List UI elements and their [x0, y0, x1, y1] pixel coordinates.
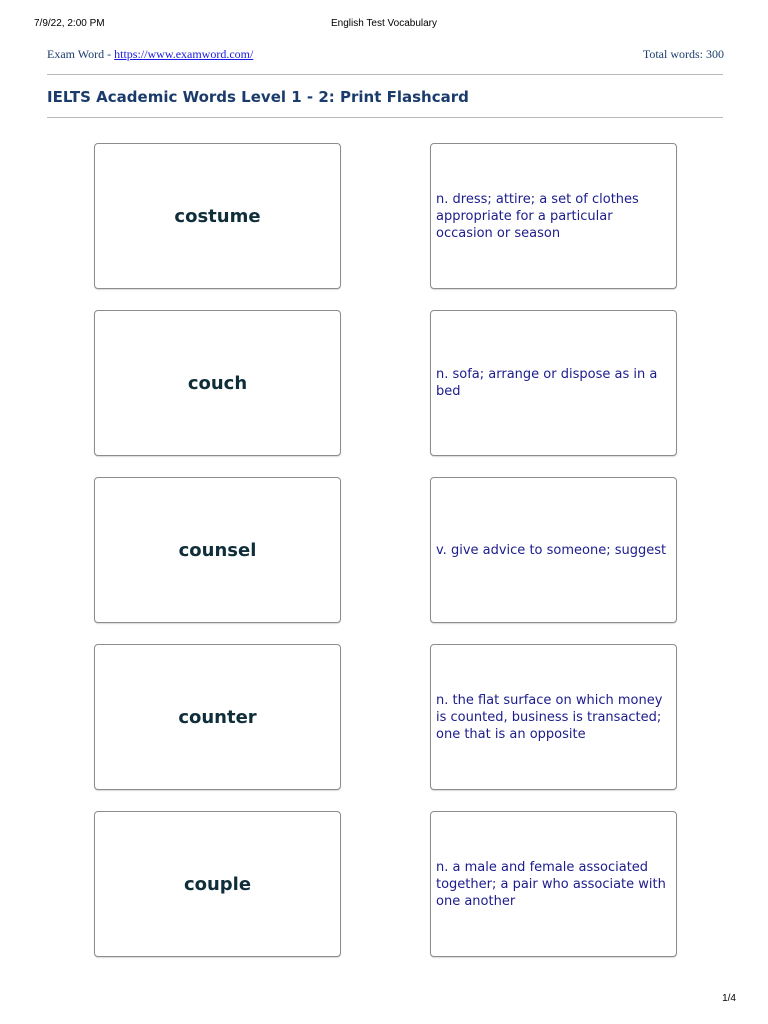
page-title: IELTS Academic Words Level 1 - 2: Print Flashcard — [47, 88, 469, 106]
word-card — [94, 477, 341, 623]
definition-card — [430, 310, 677, 456]
definition-card — [430, 477, 677, 623]
total-words-count: Total words: 300 — [642, 47, 724, 61]
header-divider — [47, 74, 723, 75]
word-card — [94, 143, 341, 289]
definition-card — [430, 811, 677, 957]
definition-card — [430, 644, 677, 790]
flashcard-word: couple — [183, 873, 252, 895]
site-info-row — [47, 47, 724, 63]
flashcard-definition: v. give advice to someone; suggest — [436, 542, 667, 558]
word-card — [94, 310, 341, 456]
print-datetime: 7/9/22, 2:00 PM — [34, 18, 105, 29]
print-document-title: English Test Vocabulary — [331, 18, 437, 29]
flashcard-word: costume — [174, 205, 261, 227]
word-card — [94, 644, 341, 790]
flashcard-definition: n. the flat surface on which money is counted, business is transacted; one that is an opposite — [436, 692, 663, 742]
flashcard-word: counter — [178, 706, 257, 728]
flashcard-definition: n. dress; attire; a set of clothes appropriate for a particular occasion or season — [436, 191, 639, 241]
word-card — [94, 811, 341, 957]
definition-card — [430, 143, 677, 289]
site-name: Exam Word - — [47, 47, 115, 61]
page-number: 1/4 — [722, 993, 736, 1004]
flashcard-definition: n. sofa; arrange or dispose as in a bed — [436, 367, 658, 399]
flashcard-word: counsel — [178, 539, 257, 561]
site-url-link[interactable]: https://www.examword.com/ — [114, 47, 254, 61]
flashcard-word: couch — [187, 372, 248, 394]
title-divider — [47, 117, 723, 118]
flashcard-definition: n. a male and female associated together; a pair who associate with one another — [436, 859, 666, 909]
print-header — [0, 18, 768, 32]
site-attribution — [47, 47, 253, 62]
